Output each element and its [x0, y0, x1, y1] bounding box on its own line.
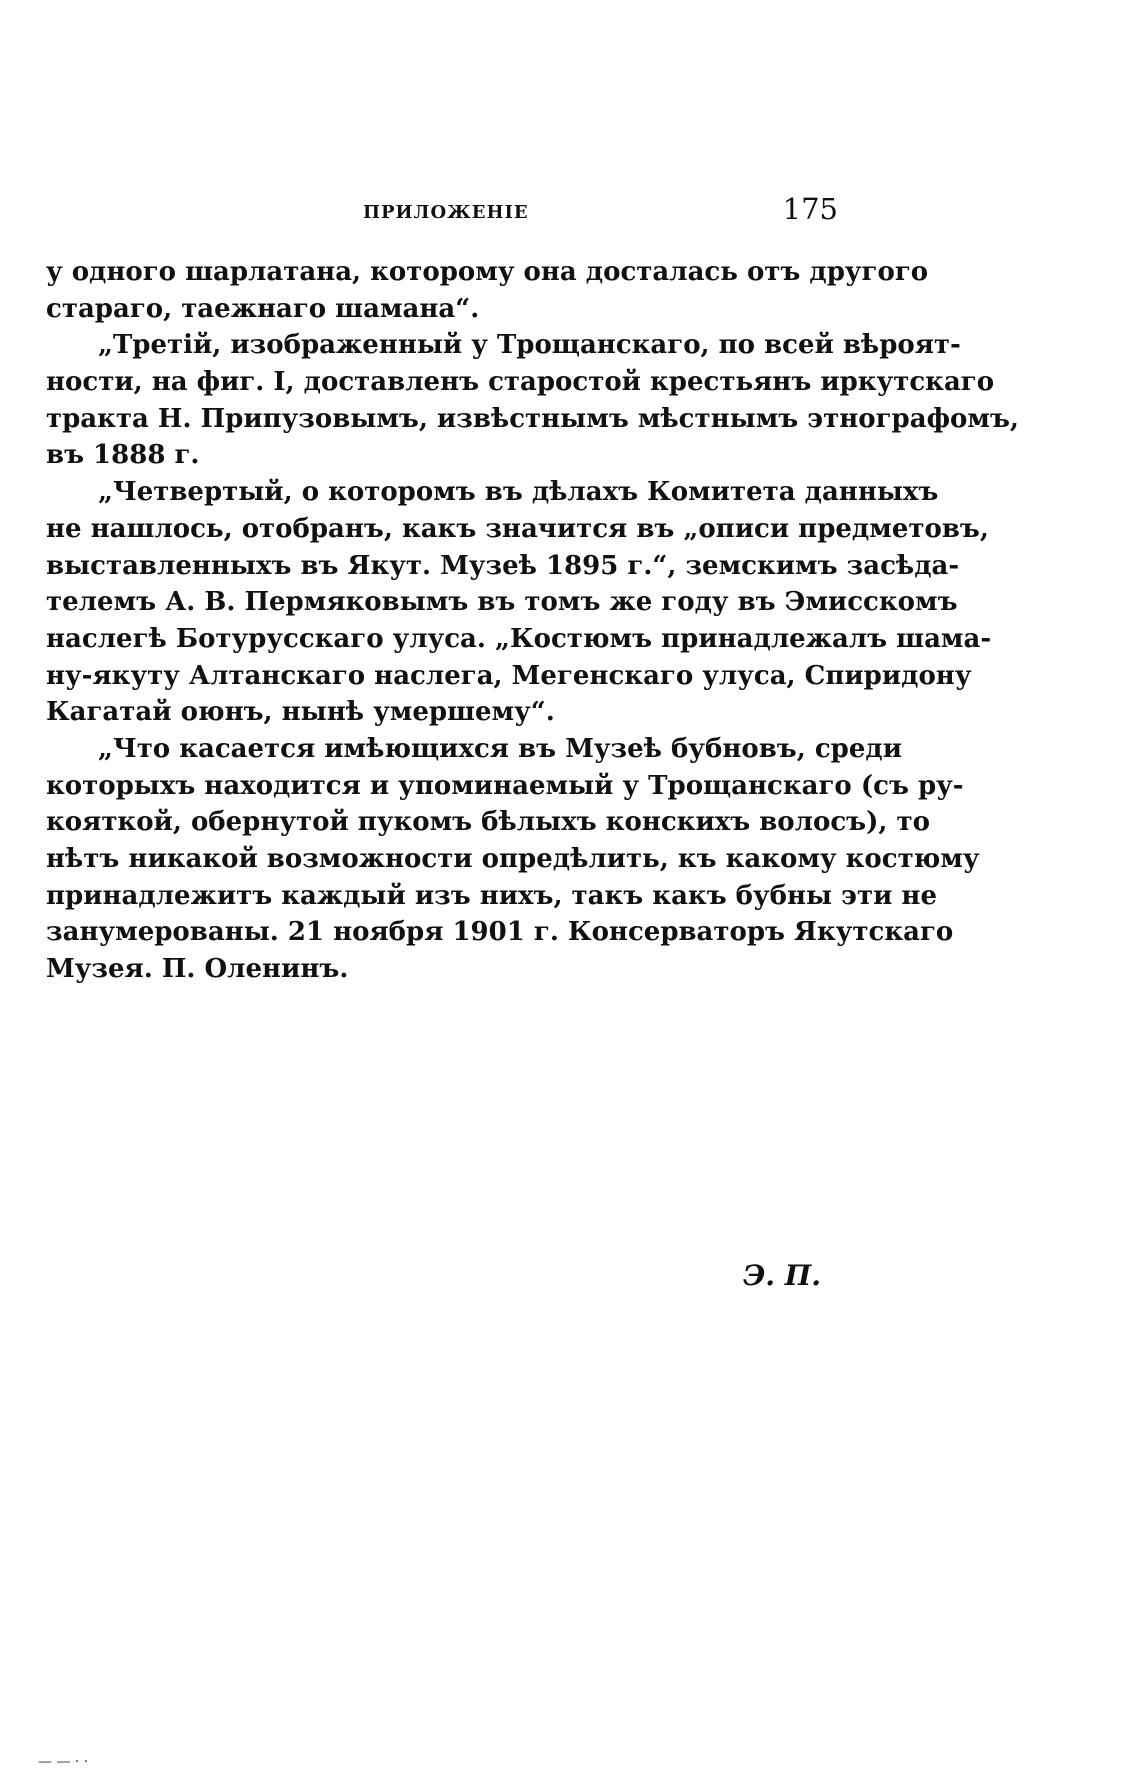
text-line: кояткой, обернутой пукомъ бѣлыхъ конскихъ волосъ), то: [46, 807, 930, 838]
text-line: „Четвертый, о которомъ въ дѣлахъ Комитета данныхъ: [98, 477, 939, 508]
footer-mark: — — · ·: [38, 1754, 89, 1770]
text-line: которыхъ находится и упоминаемый у Трощанскаго (съ ру-: [46, 770, 964, 801]
text-line: „Третій, изображенный у Трощанскаго, по всей вѣроят-: [98, 330, 961, 361]
text-line: у одного шарлатана, которому она досталась отъ другого: [46, 257, 929, 287]
text-line: ну-якуту Алтанскаго наслега, Мегенскаго улуса, Спиридону: [46, 660, 972, 691]
text-line: телемъ А. В. Пермяковымъ въ томъ же году въ Эмисскомъ: [46, 587, 958, 618]
text-line: ности, на фиг. I, доставленъ старостой крестьянъ иркутскаго: [46, 367, 995, 398]
text-line: занумерованы. 21 ноября 1901 г. Консерваторъ Якутскаго: [46, 917, 954, 948]
text-line: „Что касается имѣющихся въ Музеѣ бубновъ, среди: [98, 733, 902, 764]
text-line: принадлежитъ каждый изъ нихъ, такъ какъ бубны эти не: [46, 880, 938, 911]
text-line: не нашлось, отобранъ, какъ значится въ „описи предметовъ,: [46, 513, 989, 544]
running-title: ПРИЛОЖЕНІЕ: [363, 202, 529, 223]
body-text: [46, 254, 1019, 1292]
text-line: въ 1888 г.: [46, 440, 200, 471]
page-header: [46, 192, 838, 232]
signature: Э. П.: [743, 1259, 821, 1292]
text-line: стараго, таежнаго шамана“.: [46, 293, 480, 324]
text-line: тракта Н. Припузовымъ, извѣстнымъ мѣстнымъ этнографомъ,: [46, 403, 1019, 434]
text-line: нѣтъ никакой возможности опредѣлить, къ какому костюму: [46, 844, 980, 874]
text-line: выставленныхъ въ Якут. Музеѣ 1895 г.“, земскимъ засѣда-: [46, 550, 960, 581]
text-line: Музея. П. Оленинъ.: [46, 954, 349, 985]
text-line: наслегѣ Ботурусскаго улуса. „Костюмъ принадлежалъ шама-: [46, 623, 992, 654]
text-line: Кагатай оюнъ, нынѣ умершему“.: [46, 697, 555, 728]
page-number: 175: [782, 192, 838, 226]
